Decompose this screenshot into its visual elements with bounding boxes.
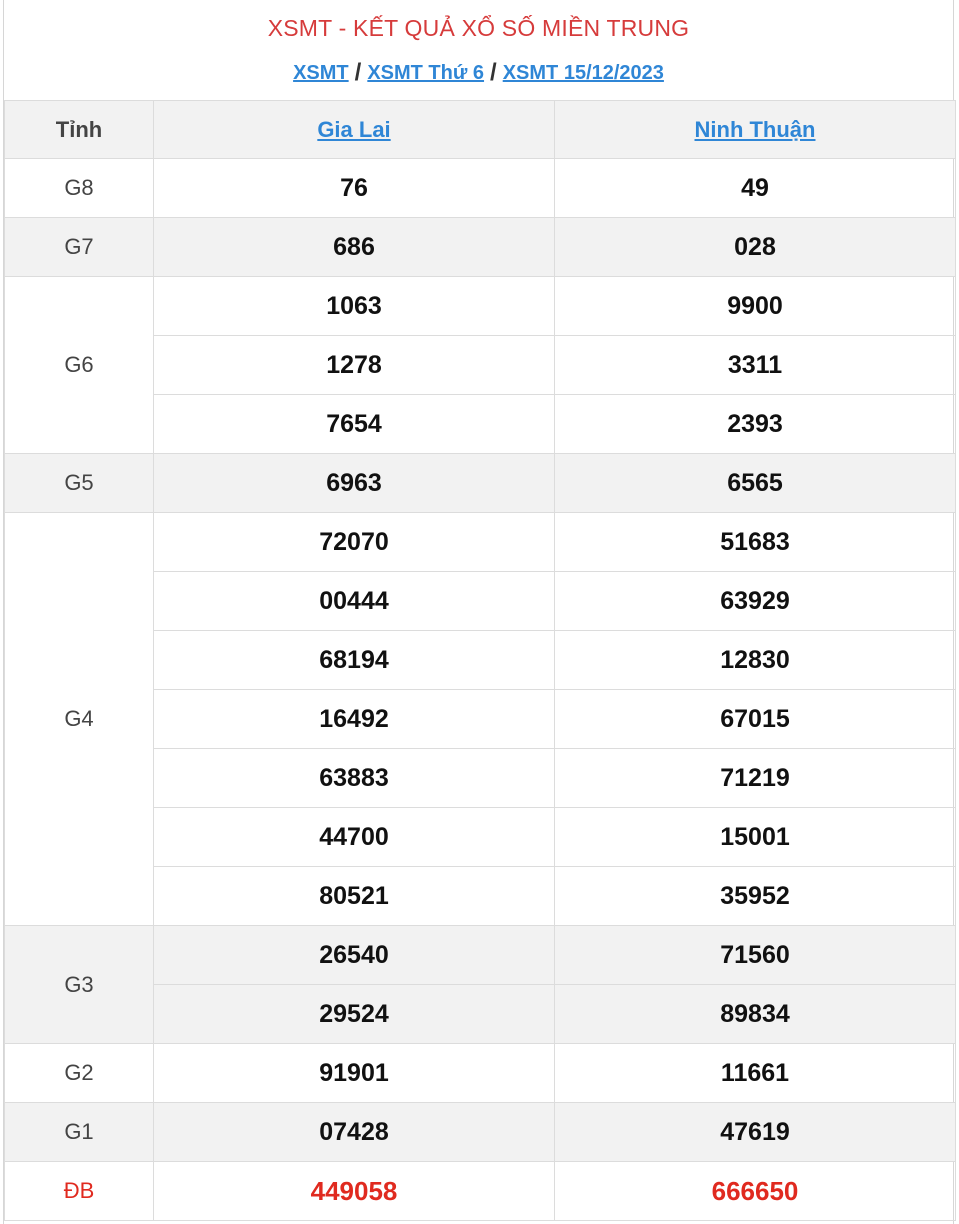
- result-gia-lai: 68194: [154, 631, 555, 690]
- prize-label: G3: [5, 926, 154, 1044]
- table-row: [5, 1044, 956, 1103]
- result-ninh-thuan: 89834: [555, 985, 956, 1044]
- result-gia-lai: 686: [154, 218, 555, 277]
- province-column-header: Tỉnh: [5, 101, 154, 159]
- prize-label: G4: [5, 513, 154, 926]
- results-panel: [3, 0, 954, 1224]
- result-gia-lai: 7654: [154, 395, 555, 454]
- prize-label: G2: [5, 1044, 154, 1103]
- table-row: [5, 454, 956, 513]
- table-row: [5, 218, 956, 277]
- result-gia-lai: 26540: [154, 926, 555, 985]
- result-gia-lai: 1063: [154, 277, 555, 336]
- result-gia-lai: 80521: [154, 867, 555, 926]
- breadcrumb: [4, 58, 953, 86]
- results-body: [5, 159, 956, 1221]
- table-row: [5, 277, 956, 336]
- result-ninh-thuan: 51683: [555, 513, 956, 572]
- prize-label: G1: [5, 1103, 154, 1162]
- table-header-row: [5, 101, 956, 159]
- result-gia-lai: 16492: [154, 690, 555, 749]
- page-title: XSMT - KẾT QUẢ XỔ SỐ MIỀN TRUNG: [267, 15, 690, 41]
- result-gia-lai: 1278: [154, 336, 555, 395]
- table-row: [5, 1162, 956, 1221]
- result-ninh-thuan: 71560: [555, 926, 956, 985]
- result-ninh-thuan: 63929: [555, 572, 956, 631]
- prize-label: G7: [5, 218, 154, 277]
- breadcrumb-separator: /: [354, 59, 362, 86]
- table-row: [5, 513, 956, 572]
- result-ninh-thuan: 6565: [555, 454, 956, 513]
- prize-label: G5: [5, 454, 154, 513]
- result-ninh-thuan: 12830: [555, 631, 956, 690]
- result-gia-lai: 07428: [154, 1103, 555, 1162]
- result-ninh-thuan: 49: [555, 159, 956, 218]
- table-row: [5, 926, 956, 985]
- result-ninh-thuan: 47619: [555, 1103, 956, 1162]
- result-ninh-thuan: 71219: [555, 749, 956, 808]
- result-gia-lai: 76: [154, 159, 555, 218]
- result-gia-lai: 44700: [154, 808, 555, 867]
- breadcrumb-link-xsmt-thu-6[interactable]: XSMT Thứ 6: [367, 62, 485, 84]
- result-gia-lai: 72070: [154, 513, 555, 572]
- table-row: [5, 159, 956, 218]
- result-ninh-thuan: 666650: [555, 1162, 956, 1221]
- results-table: [4, 100, 956, 1221]
- result-ninh-thuan: 35952: [555, 867, 956, 926]
- result-ninh-thuan: 11661: [555, 1044, 956, 1103]
- province-link-ninh-thuan[interactable]: Ninh Thuận: [694, 116, 816, 142]
- result-gia-lai: 63883: [154, 749, 555, 808]
- province-link-gia-lai[interactable]: Gia Lai: [317, 116, 391, 142]
- result-ninh-thuan: 3311: [555, 336, 956, 395]
- result-ninh-thuan: 15001: [555, 808, 956, 867]
- result-ninh-thuan: 028: [555, 218, 956, 277]
- result-gia-lai: 29524: [154, 985, 555, 1044]
- result-ninh-thuan: 2393: [555, 395, 956, 454]
- breadcrumb-link-xsmt[interactable]: XSMT: [293, 62, 349, 84]
- prize-label: G8: [5, 159, 154, 218]
- breadcrumb-separator: /: [490, 59, 497, 86]
- prize-label: G6: [5, 277, 154, 454]
- province-header-ninh-thuan: [555, 101, 956, 159]
- result-gia-lai: 6963: [154, 454, 555, 513]
- result-gia-lai: 449058: [154, 1162, 555, 1221]
- result-gia-lai: 00444: [154, 572, 555, 631]
- province-header-gia-lai: [154, 101, 555, 159]
- prize-label: ĐB: [5, 1162, 154, 1221]
- result-gia-lai: 91901: [154, 1044, 555, 1103]
- result-ninh-thuan: 67015: [555, 690, 956, 749]
- table-row: [5, 1103, 956, 1162]
- result-ninh-thuan: 9900: [555, 277, 956, 336]
- breadcrumb-link-xsmt-date[interactable]: XSMT 15/12/2023: [502, 62, 664, 84]
